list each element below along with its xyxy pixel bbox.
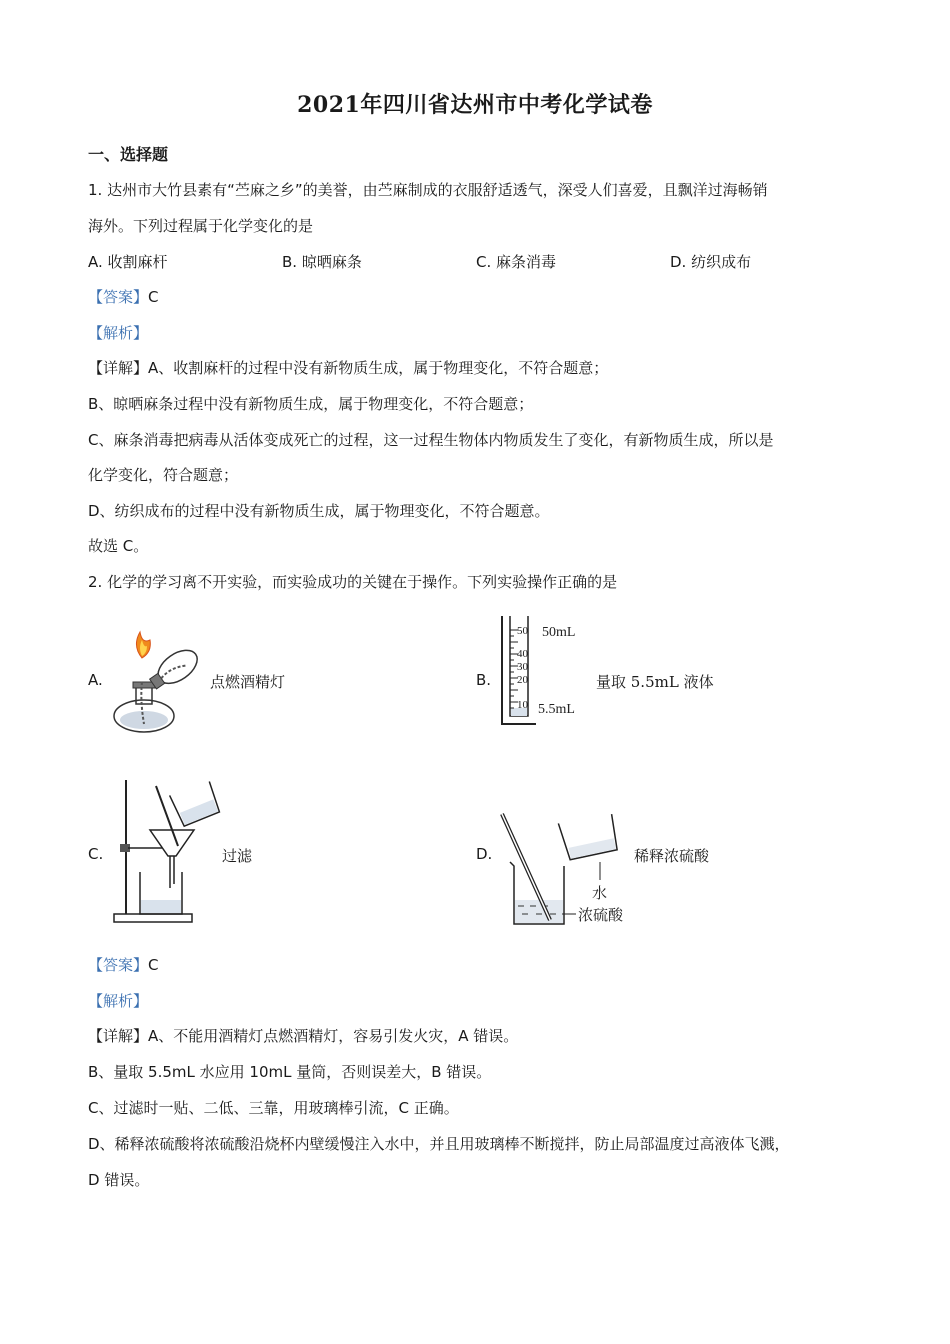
answer-tag: 【答案】 <box>88 288 149 306</box>
tick-label: 10 <box>517 699 528 711</box>
q1-detail-line3: C、麻条消毒把病毒从活体变成死亡的过程，这一过程生物体内物质发生了变化，有新物质生成，所以是 <box>88 431 774 449</box>
acid-label: 浓硫酸 <box>578 906 624 924</box>
q1-option-b: B. 晾晒麻条 <box>282 253 362 271</box>
tick-label: 40 <box>517 648 528 660</box>
q1-stem-line1: 1. 达州市大竹县素有“苎麻之乡”的美誉，由苎麻制成的衣服舒适透气，深受人们喜爱，且飘洋过海畅销 <box>88 181 768 199</box>
detail-text: A、不能用酒精灯点燃酒精灯，容易引发火灾，A 错误。 <box>148 1027 519 1045</box>
q2-analysis-tag: 【解析】 <box>88 992 149 1010</box>
tick-label: 20 <box>517 674 528 686</box>
q2-detail-line4: D、稀释浓硫酸将浓硫酸沿烧杯内壁缓慢注入水中，并且用玻璃棒不断搅拌，防止局部温度过高液体飞溅， <box>88 1135 790 1153</box>
answer-value: C <box>148 288 159 306</box>
cylinder-top-label: 50mL <box>542 625 576 640</box>
q1-detail-line1 <box>88 358 608 378</box>
section-heading: 一、选择题 <box>88 145 169 164</box>
cylinder-bottom-label: 5.5mL <box>538 702 575 717</box>
q2-stem: 2. 化学的学习离不开实验，而实验成功的关键在于操作。下列实验操作正确的是 <box>88 573 618 591</box>
q2-detail-line5: D 错误。 <box>88 1171 150 1189</box>
q1-detail-line2: B、晾晒麻条过程中没有新物质生成，属于物理变化，不符合题意； <box>88 395 534 413</box>
q2-option-a-caption: 点燃酒精灯 <box>210 673 286 691</box>
q2-option-b-letter: B. <box>476 671 492 689</box>
q1-option-a: A. 收割麻杆 <box>88 253 168 271</box>
detail-tag: 【详解】 <box>88 359 149 377</box>
q1-detail-line5: D、纺织成布的过程中没有新物质生成，属于物理变化，不符合题意。 <box>88 502 550 520</box>
q2-detail-line3: C、过滤时一贴、二低、三靠，用玻璃棒引流，C 正确。 <box>88 1099 459 1117</box>
q1-conclusion: 故选 C。 <box>88 537 149 555</box>
tick-label: 50 <box>517 625 528 637</box>
answer-value: C <box>148 956 159 974</box>
graduated-cylinder-figure <box>496 612 592 736</box>
dilution-figure <box>496 810 642 928</box>
tick-label: 30 <box>517 661 528 673</box>
detail-text: A、收割麻杆的过程中没有新物质生成，属于物理变化，不符合题意； <box>148 359 609 377</box>
q2-option-a-letter: A. <box>88 671 103 689</box>
q2-option-c-letter: C. <box>88 845 104 863</box>
q2-answer-line <box>88 955 159 975</box>
filtration-figure <box>110 776 222 928</box>
page-title: 2021年四川省达州市中考化学试卷 <box>297 92 653 118</box>
q1-answer-line <box>88 287 159 307</box>
q2-option-b-caption: 量取 5.5mL 液体 <box>596 673 714 691</box>
q1-detail-line4: 化学变化，符合题意； <box>88 466 239 484</box>
answer-tag: 【答案】 <box>88 956 149 974</box>
detail-tag: 【详解】 <box>88 1027 149 1045</box>
q1-analysis-tag: 【解析】 <box>88 324 149 342</box>
q2-option-d-letter: D. <box>476 845 493 863</box>
q2-option-c-caption: 过滤 <box>222 847 253 865</box>
q2-detail-line1 <box>88 1026 518 1046</box>
q1-option-c: C. 麻条消毒 <box>476 253 557 271</box>
alcohol-lamp-figure <box>106 628 206 740</box>
q1-option-d: D. 纺织成布 <box>670 253 752 271</box>
q1-stem-line2: 海外。下列过程属于化学变化的是 <box>88 217 314 235</box>
q2-detail-line2: B、量取 5.5mL 水应用 10mL 量筒，否则误差大，B 错误。 <box>88 1063 492 1081</box>
q2-option-d-caption: 稀释浓硫酸 <box>634 847 710 865</box>
water-label: 水 <box>592 884 608 902</box>
